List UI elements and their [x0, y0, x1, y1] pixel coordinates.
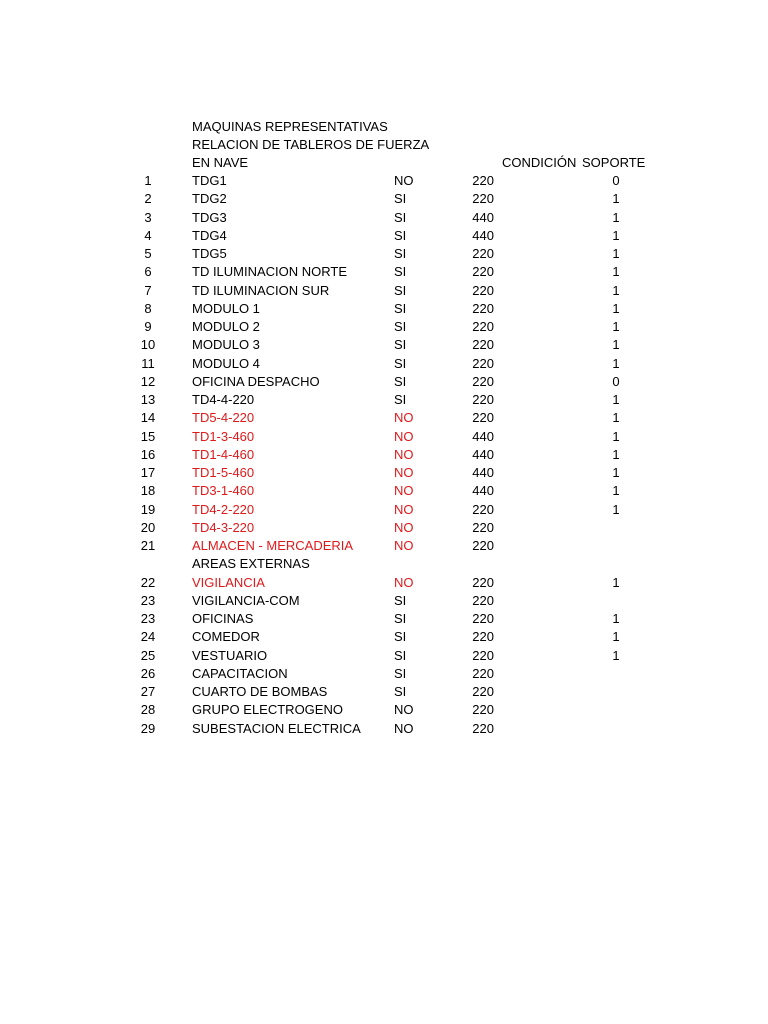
row-number: 23 — [140, 611, 156, 626]
table-row — [0, 318, 768, 336]
row-voltage: 220 — [472, 592, 494, 608]
row-voltage: 220 — [472, 519, 494, 535]
row-name: OFICINA DESPACHO — [192, 373, 320, 389]
row-name: MODULO 4 — [192, 355, 260, 371]
row-name: TDG3 — [192, 209, 227, 225]
row-number: 14 — [140, 410, 156, 426]
row-condition: NO — [394, 483, 414, 499]
row-soporte: 1 — [612, 611, 620, 626]
row-soporte: 1 — [612, 446, 620, 462]
row-name: TD1-5-460 — [192, 465, 255, 480]
row-number: 29 — [140, 720, 156, 736]
table-row — [0, 720, 768, 738]
row-condition: NO — [394, 428, 414, 444]
row-condition: SI — [394, 282, 407, 298]
row-condition: NO — [394, 702, 414, 718]
row-condition: NO — [394, 173, 414, 188]
row-voltage: 220 — [472, 629, 494, 645]
table-row — [0, 282, 768, 300]
row-condition: SI — [394, 629, 407, 645]
row-soporte: 1 — [612, 629, 620, 645]
table-row — [0, 428, 768, 446]
row-name: TDG4 — [192, 227, 227, 243]
row-condition: NO — [394, 501, 414, 517]
row-name: COMEDOR — [192, 629, 260, 645]
row-number: 3 — [144, 209, 152, 225]
row-soporte: 1 — [612, 227, 620, 243]
row-voltage: 220 — [472, 264, 494, 280]
table-row — [0, 373, 768, 391]
row-number: 12 — [140, 373, 156, 389]
table-row — [0, 245, 768, 263]
title-line-2: RELACION DE TABLEROS DE FUERZA — [192, 137, 430, 152]
row-name: TD4-4-220 — [192, 392, 255, 407]
row-voltage: 220 — [472, 410, 494, 426]
row-condition: SI — [394, 392, 407, 407]
table-row — [0, 610, 768, 628]
row-number: 28 — [140, 702, 156, 718]
row-number: 15 — [140, 428, 156, 444]
row-condition: NO — [394, 465, 414, 480]
row-name: ALMACEN - MERCADERIA — [192, 538, 354, 553]
row-condition: SI — [394, 373, 407, 389]
table-row — [0, 701, 768, 719]
row-condition: SI — [394, 592, 407, 608]
row-name: TD4-2-220 — [192, 501, 255, 517]
row-number: 10 — [140, 337, 156, 353]
row-voltage: 220 — [472, 355, 494, 371]
column-header-soporte: SOPORTE — [582, 155, 646, 170]
row-number: 26 — [140, 665, 156, 681]
row-number: 22 — [140, 574, 156, 590]
row-condition: SI — [394, 319, 407, 334]
row-voltage: 220 — [472, 373, 494, 389]
table-row — [0, 464, 768, 482]
row-voltage: 220 — [472, 392, 494, 407]
row-condition: SI — [394, 227, 407, 243]
row-voltage: 440 — [472, 428, 494, 444]
row-voltage: 440 — [472, 227, 494, 243]
row-number: 18 — [140, 483, 156, 499]
row-number: 11 — [141, 355, 155, 371]
row-name: CUARTO DE BOMBAS — [192, 684, 328, 699]
row-condition: NO — [394, 446, 414, 462]
row-voltage: 220 — [472, 319, 494, 334]
table-row — [0, 555, 768, 573]
row-number: 13 — [140, 392, 156, 407]
table-row — [0, 172, 768, 190]
row-voltage: 440 — [472, 483, 494, 499]
row-condition: SI — [394, 246, 407, 261]
row-number: 5 — [144, 246, 152, 261]
row-name: TD4-3-220 — [192, 519, 255, 535]
row-condition: SI — [394, 684, 407, 699]
row-number: 21 — [140, 538, 156, 553]
row-voltage: 220 — [472, 246, 494, 261]
table-row — [0, 209, 768, 227]
row-soporte: 1 — [612, 319, 620, 334]
row-soporte: 1 — [612, 300, 620, 316]
table-row — [0, 519, 768, 537]
row-condition: SI — [394, 647, 407, 663]
row-name: TDG1 — [192, 173, 227, 188]
row-name: TD1-4-460 — [192, 446, 255, 462]
table-row — [0, 683, 768, 701]
row-voltage: 220 — [472, 501, 494, 517]
row-soporte: 1 — [612, 428, 620, 444]
row-number: 8 — [144, 300, 152, 316]
column-header-condicion: CONDICIÓN — [502, 155, 577, 170]
row-voltage: 440 — [472, 446, 494, 462]
row-number: 19 — [140, 501, 156, 517]
row-number: 17 — [140, 465, 156, 480]
row-soporte: 1 — [612, 337, 620, 353]
row-soporte: 1 — [612, 355, 620, 371]
row-voltage: 220 — [472, 611, 494, 626]
row-soporte: 1 — [612, 282, 620, 298]
row-name: TDG2 — [192, 191, 227, 207]
row-soporte: 1 — [612, 209, 620, 225]
row-number: 25 — [140, 647, 156, 663]
row-number: 20 — [140, 519, 156, 535]
row-number: 6 — [144, 264, 152, 280]
row-soporte: 1 — [612, 647, 620, 663]
row-name: MODULO 3 — [192, 337, 260, 353]
row-number: 2 — [144, 191, 152, 207]
row-condition: SI — [394, 337, 407, 353]
table-row — [0, 336, 768, 354]
table-row — [0, 263, 768, 281]
title-line-1: MAQUINAS REPRESENTATIVAS — [192, 119, 388, 134]
row-name: TDG5 — [192, 246, 227, 261]
table-row — [0, 665, 768, 683]
row-voltage: 220 — [472, 337, 494, 353]
row-soporte: 1 — [612, 264, 620, 280]
row-name: TD5-4-220 — [192, 410, 255, 426]
row-number: 24 — [140, 629, 156, 645]
row-name: AREAS EXTERNAS — [192, 556, 310, 572]
row-condition: SI — [394, 665, 407, 681]
row-condition: SI — [394, 209, 407, 225]
row-number: 23 — [140, 592, 156, 608]
row-soporte: 1 — [612, 483, 620, 499]
table-row — [0, 574, 768, 592]
row-name: MODULO 1 — [192, 300, 260, 316]
table-row — [0, 501, 768, 519]
row-soporte: 1 — [612, 246, 620, 261]
row-name: TD ILUMINACION NORTE — [192, 264, 348, 280]
table-row — [0, 190, 768, 208]
table-row — [0, 482, 768, 500]
table-row — [0, 355, 768, 373]
row-condition: SI — [394, 191, 407, 207]
row-name: OFICINAS — [192, 611, 254, 626]
row-name: CAPACITACION — [192, 665, 288, 681]
row-number: 7 — [144, 282, 152, 298]
row-name: VIGILANCIA — [192, 574, 265, 590]
row-name: GRUPO ELECTROGENO — [192, 702, 343, 718]
title-line-3: EN NAVE — [192, 155, 249, 170]
row-soporte: 0 — [612, 373, 620, 389]
row-voltage: 440 — [472, 465, 494, 480]
row-voltage: 220 — [472, 574, 494, 590]
row-number: 4 — [144, 227, 152, 243]
row-voltage: 220 — [472, 191, 494, 207]
row-condition: NO — [394, 538, 414, 553]
row-voltage: 220 — [472, 173, 494, 188]
row-voltage: 220 — [472, 300, 494, 316]
row-voltage: 220 — [472, 720, 494, 736]
row-voltage: 440 — [472, 209, 494, 225]
row-voltage: 220 — [472, 665, 494, 681]
row-name: MODULO 2 — [192, 319, 260, 334]
row-number: 27 — [140, 684, 156, 699]
table-row — [0, 227, 768, 245]
row-name: VIGILANCIA-COM — [192, 592, 300, 608]
table-row — [0, 537, 768, 555]
row-number: 9 — [144, 319, 152, 334]
row-soporte: 0 — [612, 173, 620, 188]
row-condition: SI — [394, 355, 407, 371]
row-condition: SI — [394, 264, 407, 280]
table-row — [0, 409, 768, 427]
row-name: TD ILUMINACION SUR — [192, 282, 330, 298]
row-soporte: 1 — [612, 191, 620, 207]
row-condition: NO — [394, 574, 414, 590]
table-row — [0, 592, 768, 610]
row-condition: SI — [394, 611, 407, 626]
row-soporte: 1 — [612, 410, 620, 426]
row-voltage: 220 — [472, 647, 494, 663]
table-row — [0, 628, 768, 646]
row-soporte: 1 — [612, 392, 620, 407]
row-soporte: 1 — [612, 574, 620, 590]
row-voltage: 220 — [472, 538, 494, 553]
table-row — [0, 446, 768, 464]
row-voltage: 220 — [472, 702, 494, 718]
row-name: SUBESTACION ELECTRICA — [192, 720, 361, 736]
table-row — [0, 300, 768, 318]
table-row — [0, 647, 768, 665]
row-soporte: 1 — [612, 501, 620, 517]
row-number: 1 — [144, 173, 152, 188]
table-row — [0, 391, 768, 409]
row-name: TD3-1-460 — [192, 483, 255, 499]
row-name: VESTUARIO — [192, 647, 268, 663]
row-condition: NO — [394, 410, 414, 426]
row-number: 16 — [140, 446, 156, 462]
row-voltage: 220 — [472, 684, 494, 699]
row-condition: SI — [394, 300, 407, 316]
row-name: TD1-3-460 — [192, 428, 255, 444]
row-voltage: 220 — [472, 282, 494, 298]
row-soporte: 1 — [612, 465, 620, 480]
row-condition: NO — [394, 519, 414, 535]
row-condition: NO — [394, 720, 414, 736]
